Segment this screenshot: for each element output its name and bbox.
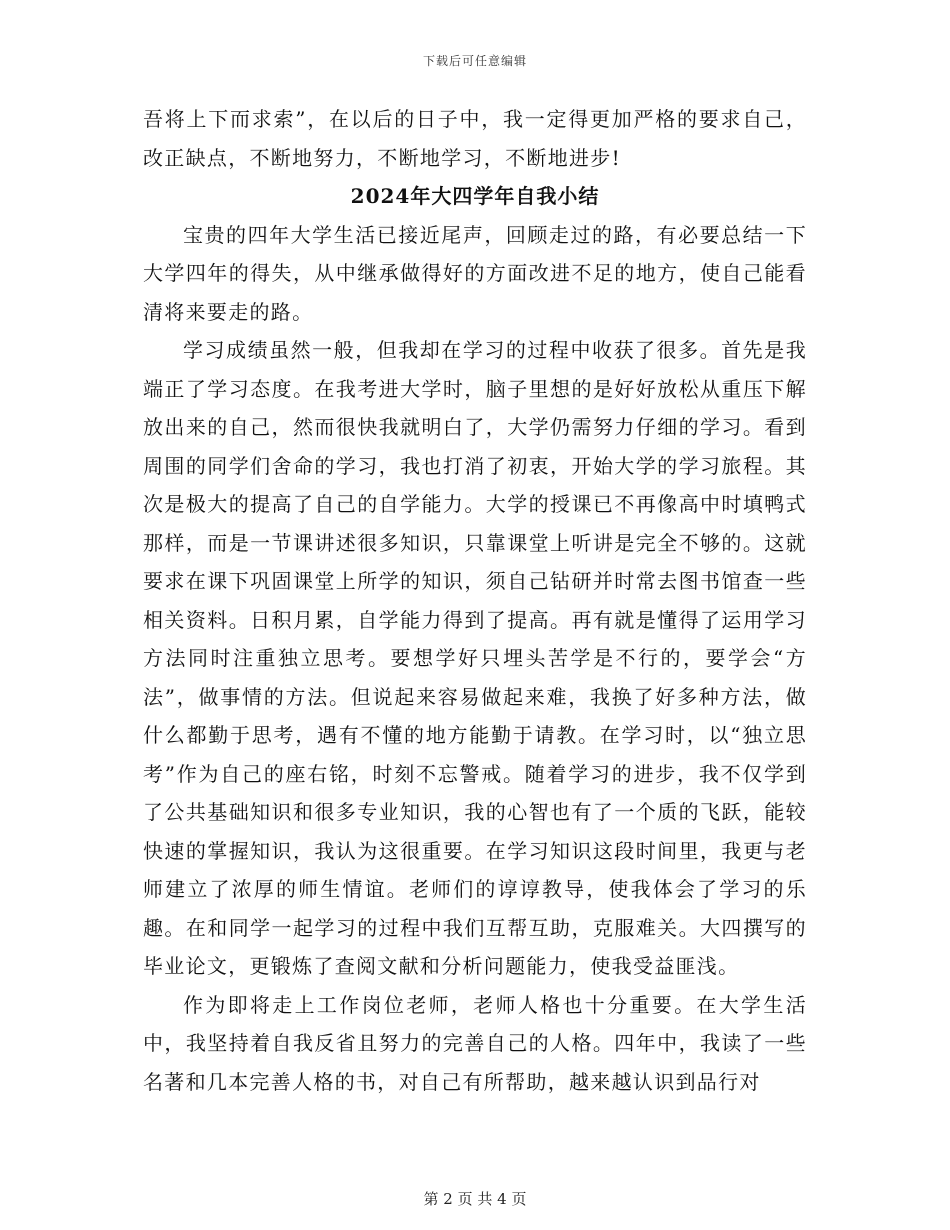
paragraph-intro: 宝贵的四年大学生活已接近尾声，回顾走过的路，有必要总结一下大学四年的得失，从中继承做得好的方面改进不足的地方，使自己能看清将来要走的路。 xyxy=(143,222,807,324)
paragraph-character: 作为即将走上工作岗位老师，老师人格也十分重要。在大学生活中，我坚持着自我反省且努力的完善自己的人格。四年中，我读了一些名著和几本完善人格的书，对自己有所帮助，越来越认识到品行对 xyxy=(143,992,807,1094)
document-body xyxy=(143,100,807,1101)
document-title: 2024年大四学年自我小结 xyxy=(350,184,600,208)
paragraph-study: 学习成绩虽然一般，但我却在学习的过程中收获了很多。首先是我端正了学习态度。在我考进大学时，脑子里想的是好好放松从重压下解放出来的自己，然而很快我就明白了，大学仍需努力仔细的学习。看到周围的同学们舍命的学习，我也打消了初衷，开始大学的学习旅程。其次是极大的提高了自己的自学能力。大学的授课已不再像高中时填鸭式那样，而是一节课讲述很多知识，只靠课堂上听讲是完全不够的。这就要求在课下巩固课堂上所学的知识，须自己钻研并时常去图书馆查一些相关资料。日积月累，自学能力得到了提高。再有就是懂得了运用学习方法同时注重独立思考。要想学好只埋头苦学是不行的，要学会“方法”，做事情的方法。但说起来容易做起来难，我换了好多种方法，做什么都勤于思考，遇有不懂的地方能勤于请教。在学习时，以“独立思考”作为自己的座右铭，时刻不忘警戒。随着学习的进步，我不仅学到了公共基础知识和很多专业知识，我的心智也有了一个质的飞跃，能较快速的掌握知识，我认为这很重要。在学习知识这段时间里，我更与老师建立了浓厚的师生情谊。老师们的谆谆教导，使我体会了学习的乐趣。在和同学一起学习的过程中我们互帮互助，克服难关。大四撰写的毕业论文，更锻炼了查阅文献和分析问题能力，使我受益匪浅。 xyxy=(143,338,807,978)
page-header: 下载后可任意编辑 xyxy=(422,54,527,68)
page-number: 第 2 页 共 4 页 xyxy=(423,1190,527,1208)
continuation-paragraph: 吾将上下而求索”，在以后的日子中，我一定得更加严格的要求自己，改正缺点，不断地努力，不断地学习，不断地进步! xyxy=(143,107,807,170)
